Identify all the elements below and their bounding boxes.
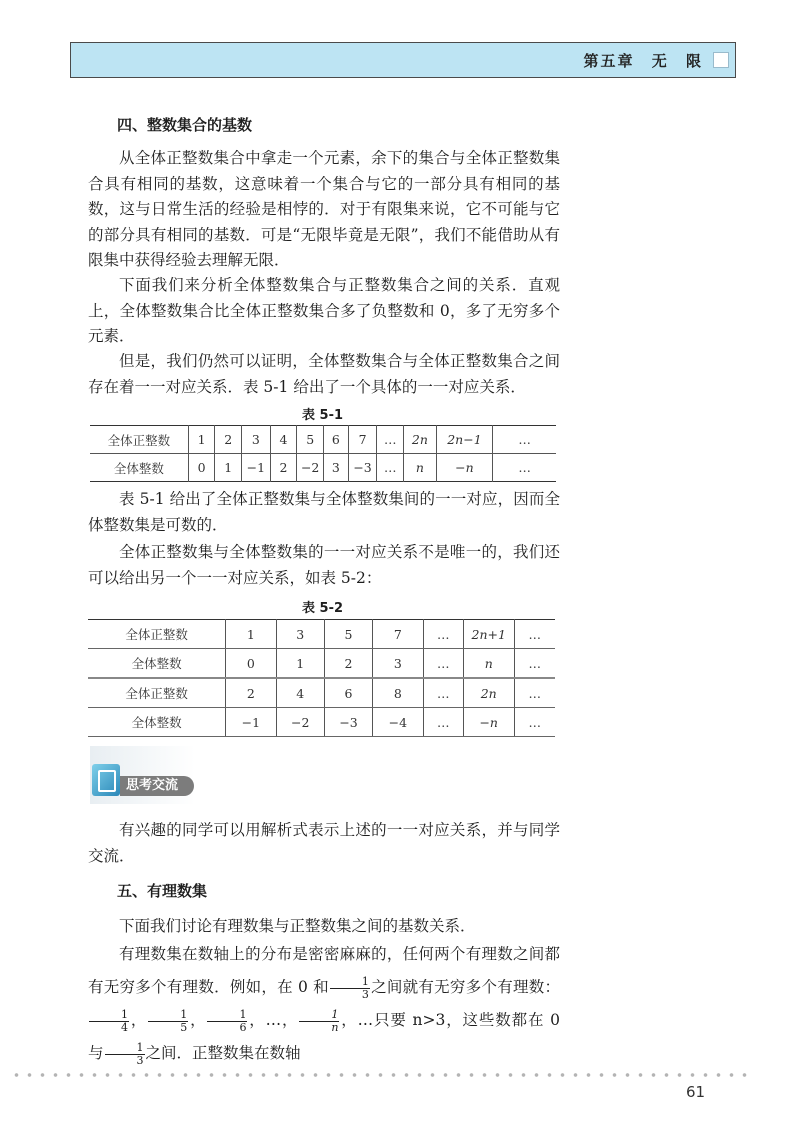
- table-cell: 6: [324, 426, 349, 454]
- table-cell: …: [493, 426, 556, 454]
- table-cell: 7: [373, 620, 423, 649]
- text-run: ，…只要 n>3，这些数都在 0 与: [88, 1011, 560, 1062]
- table-cell: …: [514, 678, 555, 708]
- table-cell: −1: [226, 708, 276, 737]
- table-cell: …: [493, 454, 556, 482]
- chapter-title: 第五章 无 限: [583, 52, 703, 70]
- table-cell: 3: [241, 426, 270, 454]
- table-cell: 5: [324, 620, 372, 649]
- table-cell: 2: [215, 426, 242, 454]
- table-5-1: [90, 425, 556, 482]
- table-5-2: [88, 619, 555, 737]
- denominator: 6: [239, 1020, 247, 1034]
- table-cell: 2: [324, 649, 372, 679]
- table-row: [88, 649, 555, 679]
- table-cell: 5: [297, 426, 324, 454]
- denominator: 3: [361, 987, 369, 1001]
- denominator: 3: [136, 1053, 144, 1067]
- paragraph: 有兴趣的同学可以用解析式表示上述的一一对应关系，并与同学交流．: [88, 821, 560, 865]
- table-cell: 全体正整数: [88, 620, 226, 649]
- table-cell: 2: [270, 454, 297, 482]
- table-cell: −n: [463, 708, 514, 737]
- table-cell: n: [463, 649, 514, 679]
- text-run: 之间．正整数集在数轴: [145, 1044, 301, 1062]
- cube-icon: [92, 764, 120, 796]
- table-caption: 表 5-2: [302, 601, 344, 616]
- table-cell: 2n+1: [463, 620, 514, 649]
- table-cell: …: [514, 708, 555, 737]
- table-cell: 7: [348, 426, 377, 454]
- page-number: 61: [686, 1083, 706, 1101]
- table-cell: 1: [276, 649, 324, 679]
- table-cell: …: [423, 708, 463, 737]
- table-cell: 全体正整数: [90, 426, 188, 454]
- table-cell: 1: [226, 620, 276, 649]
- table-cell: …: [423, 678, 463, 708]
- table-cell: 0: [226, 649, 276, 679]
- denominator: 4: [121, 1020, 128, 1034]
- paragraph: 但是，我们仍然可以证明，全体整数集合与全体正整数集合之间存在着一一对应关系．表 5-1 给出了一个具体的一一对应关系．: [88, 352, 560, 396]
- table-cell: −1: [241, 454, 270, 482]
- table-cell: n: [404, 454, 437, 482]
- table-row: [90, 454, 556, 482]
- table-cell: 6: [324, 678, 372, 708]
- table-cell: …: [423, 649, 463, 679]
- paragraph: 表 5-1 给出了全体正整数集与全体整数集间的一一对应，因而全体整数集是可数的．: [88, 490, 560, 534]
- table-cell: …: [377, 426, 404, 454]
- table-cell: 全体整数: [113, 460, 164, 476]
- fraction-1-3: [105, 1042, 145, 1067]
- paragraph: 从全体正整数集合中拿走一个元素，余下的集合与全体正整数集合具有相同的基数，这意味着一个集合与它的一部分具有相同的基数，这与日常生活的经验是相悖的．对于有限集来说，它不可能与它的部分具有相同的基数．可是“无限毕竟是无限”，我们不能借助从有限集中获得经验去理解无限．: [88, 149, 560, 269]
- table-row: [88, 678, 555, 708]
- text-run: 有理数集在数轴上的分布是密密麻麻的，任何两个有理数之间都有无穷多个有理数．例如，在 0 和: [88, 945, 560, 996]
- table-cell: 1: [215, 454, 242, 482]
- fraction-1-5: [148, 1009, 188, 1034]
- section-heading: 四、整数集合的基数: [117, 116, 253, 134]
- table-cell: 3: [373, 649, 423, 679]
- paragraph: 全体正整数集与全体整数集的一一对应关系不是唯一的，我们还可以给出另一个一一对应关系，如表 5-2：: [88, 543, 560, 587]
- table-cell: 3: [276, 620, 324, 649]
- table-caption: 表 5-1: [302, 408, 344, 423]
- table-cell: 4: [270, 426, 297, 454]
- numerator: 1: [148, 1009, 188, 1022]
- table-row: [90, 426, 556, 454]
- numerator: 1: [330, 976, 370, 989]
- footer-dotted-divider: [10, 1073, 750, 1077]
- numerator: 1: [299, 1009, 339, 1022]
- table-cell: 8: [373, 678, 423, 708]
- table-cell: 2n: [463, 678, 514, 708]
- numerator: 1: [105, 1042, 145, 1055]
- fraction-1-3: [330, 976, 370, 1001]
- table-cell: 2n: [404, 426, 437, 454]
- table-cell: …: [514, 620, 555, 649]
- table-cell: …: [377, 454, 404, 482]
- table-cell: −3: [324, 708, 372, 737]
- table-cell: −4: [373, 708, 423, 737]
- table-cell: 0: [188, 454, 215, 482]
- table-row: [88, 620, 555, 649]
- table-cell: −2: [297, 454, 324, 482]
- numerator: 1: [207, 1009, 247, 1022]
- table-cell: 全体整数: [88, 649, 226, 679]
- think-exchange-label: 思考交流: [120, 776, 194, 796]
- text-run: 之间就有无穷多个有理数：: [370, 978, 560, 996]
- numerator: 1: [89, 1009, 129, 1022]
- table-cell: −n: [436, 454, 492, 482]
- fraction-1-n: [299, 1009, 339, 1034]
- table-cell: 1: [188, 426, 215, 454]
- paragraph: 下面我们来分析全体整数集合与正整数集合之间的关系．直观上，全体整数集合比全体正整数集合多了负整数和 0，多了无穷多个元素．: [88, 276, 560, 345]
- think-exchange-badge: [90, 746, 195, 804]
- table-cell: −2: [276, 708, 324, 737]
- paragraph-with-fractions: 有理数集在数轴上的分布是密密麻麻的，任何两个有理数之间都有无穷多个有理数．例如，在 0 和 $\frac{1}{3}$ 之间就有无穷多个有理数： $\frac{1}{4}$ ， $\frac{1}{5}$ ， $\frac{1}{6}$ ，…， $\frac{1}{n}$ ，…只要 n>3，这些数都在 0 与 $\frac{1}{3}$ 之间．正整数集在数轴: [88, 945, 560, 1067]
- table-cell: 4: [276, 678, 324, 708]
- table-cell: −3: [348, 454, 377, 482]
- table-cell: 全体整数: [88, 708, 226, 737]
- paragraph: 下面我们讨论有理数集与正整数集之间的基数关系．: [119, 917, 476, 935]
- header-square-icon: [713, 52, 729, 68]
- table-row: [88, 708, 555, 737]
- table-cell: 2n−1: [436, 426, 492, 454]
- fraction-1-6: [207, 1009, 247, 1034]
- chapter-header-bar: [70, 42, 736, 78]
- table-cell: 3: [324, 454, 349, 482]
- table-cell: 2: [226, 678, 276, 708]
- fraction-1-4: [89, 1009, 129, 1034]
- table-cell: …: [514, 649, 555, 679]
- denominator: 5: [180, 1020, 188, 1034]
- table-cell: …: [423, 620, 463, 649]
- denominator: n: [331, 1020, 339, 1034]
- section-heading: 五、有理数集: [117, 882, 208, 900]
- table-cell: 全体正整数: [88, 678, 226, 708]
